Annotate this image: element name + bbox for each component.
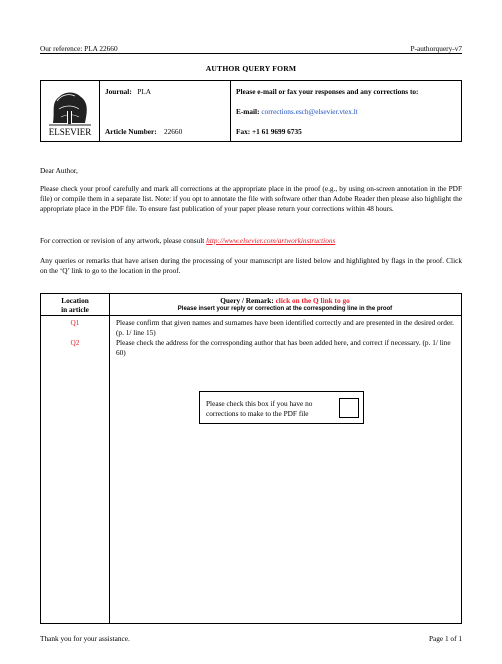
footer-thanks: Thank you for your assistance. [40,634,130,643]
query-header-label: Query / Remark: [220,296,274,305]
contact-cell [230,81,461,141]
artwork-paragraph [40,236,462,246]
query-text-q2: Please check the address for the corresponding author that has been added here, and correct if necessary. (p. 1/ line 60) [116,338,451,357]
no-corrections-label: Please check this box if you have no corrections to make to the PDF file [206,399,313,418]
page-title: AUTHOR QUERY FORM [205,64,297,73]
email-link[interactable]: corrections.esch@elsevier.vtex.lt [261,107,358,116]
reference-number: Our reference: PLA 22660 [40,44,118,53]
query-table [40,293,462,624]
journal-details-cell [99,81,231,141]
location-header-line2: in article [61,305,89,314]
journal-info-table [40,80,462,142]
elsevier-logo-icon [47,87,93,137]
article-label: Article Number: [105,127,157,136]
journal-label: Journal: [105,87,132,96]
article-line [105,127,182,136]
header-row-divider [41,315,461,316]
instructions-paragraph: Please check your proof carefully and mark all corrections at the appropriate place in the proof (e.g., by using on-screen annotation in the PDF file) or compile them in a separate list. Note: if you opt to annotate the file with software other than Adobe Reader then please also highlight the appropriate place in the PDF file. To ensure fast publication of your paper please return your corrections within 48 hours. [40,184,462,213]
artwork-link[interactable]: http://www.elsevier.com/artworkinstructions [206,236,336,245]
header-divider [40,53,462,54]
query-text-q1: Please confirm that given names and surnames have been identified correctly and are presented in the desired order. (p. 1/ line 15) [116,318,454,337]
queries-paragraph: Any queries or remarks that have arisen during the processing of your manuscript are listed below and highlighted by flags in the proof. Click on the ‘Q’ link to go to the location in the proof. [40,256,462,275]
journal-value: PLA [137,87,152,96]
query-subheader: Please insert your reply or correction at the corresponding line in the proof [177,306,393,312]
greeting: Dear Author, [40,166,78,175]
no-corrections-panel [199,391,364,424]
location-header-line1: Location [61,296,89,305]
query-header [109,296,461,314]
query-link-q1[interactable]: Q1 [70,318,80,327]
query-link-q2[interactable]: Q2 [70,338,80,347]
email-line [236,107,358,116]
page-number: Page 1 of 1 [428,634,462,643]
no-corrections-checkbox[interactable] [339,398,359,418]
journal-line [105,87,151,96]
publisher-logo-cell [41,81,100,141]
query-header-hint: click on the Q link to go [275,296,350,305]
contact-instruction: Please e-mail or fax your responses and any corrections to: [236,87,419,96]
article-value: 22660 [163,127,183,136]
form-id: P-authorquery-v7 [410,44,462,53]
email-label: E-mail: [236,107,260,116]
fax-number: Fax: +1 61 9699 6735 [236,127,302,136]
svg-text:ELSEVIER: ELSEVIER [48,127,92,137]
artwork-text: For correction or revision of any artwork, please consult [40,236,207,245]
location-header [41,296,109,314]
